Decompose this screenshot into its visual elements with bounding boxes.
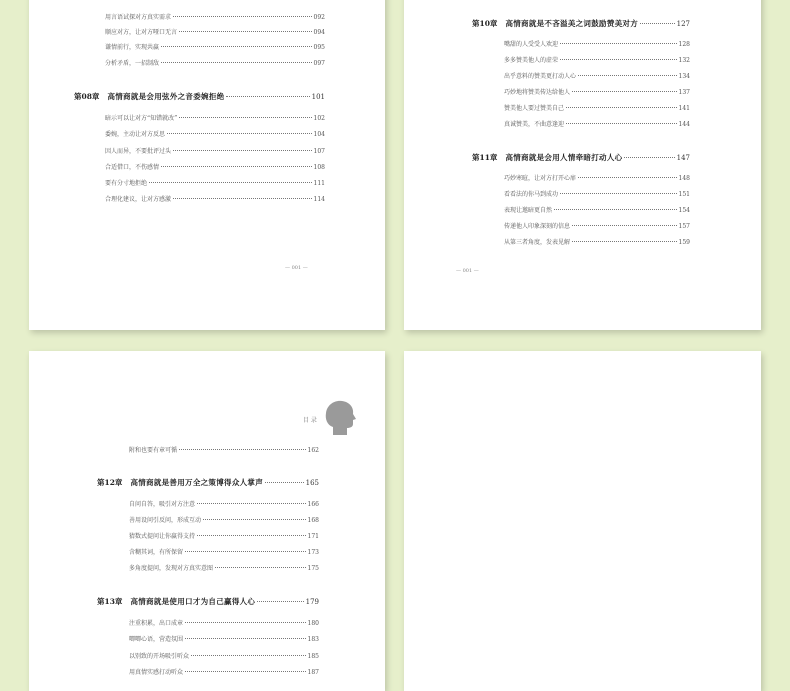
toc-entry: 看看法的你马到成功 151 — [504, 191, 690, 198]
chapter-heading: 第11章 高情商就是会用人情牵暗打动人心 147 — [472, 153, 690, 162]
toc-entry: 多角度提问，发现对方真实意图 175 — [129, 565, 319, 572]
toc-entry: 委婉，主动让对方反思 104 — [105, 131, 325, 138]
chapter-heading: 第12章 高情商就是善用万全之策博得众人掌声 165 — [97, 478, 319, 487]
toc-entry: 顺应对方，让对方哑口无言 094 — [105, 29, 325, 36]
running-header: 目 录 — [303, 417, 317, 424]
chapter-heading: 第10章 高情商就是不吝溢美之词鼓励赞美对方 127 — [472, 19, 690, 28]
toc-entry: 猜数式提问让你赢得支持 171 — [129, 533, 319, 540]
toc-entry: 巧妙地将赞美传达给他人 137 — [504, 89, 690, 96]
toc-entry: 合适借口，不伤感情 108 — [105, 164, 325, 171]
toc-entry: 唧唧心语，营造氛围 183 — [129, 636, 319, 643]
toc-page-bottom-left — [29, 351, 385, 691]
toc-entry: 赞美他人要过赞美自己 141 — [504, 105, 690, 112]
profile-head-icon — [319, 399, 359, 435]
page-folio: — 001 — — [456, 268, 479, 274]
toc-entry: 传递他人印象深刻的信息 157 — [504, 223, 690, 230]
toc-entry: 用真情实感打动听众 187 — [129, 669, 319, 676]
toc-entry: 真诚赞美，不曲意逢迎 144 — [504, 121, 690, 128]
chapter-heading: 第13章 高情商就是使用口才为自己赢得人心 179 — [97, 597, 319, 606]
toc-entry: 谦情前行，实现共赢 095 — [105, 44, 325, 51]
toc-entry: 注重积累，出口成章 180 — [129, 620, 319, 627]
toc-entry: 多多赞美他人的虚荣 132 — [504, 57, 690, 64]
toc-entry: 分析矛盾，一招制敌 097 — [105, 60, 325, 67]
blank-page — [404, 351, 761, 691]
toc-entry: 表现让邀暗更自然 154 — [504, 207, 690, 214]
toc-entry: 自问自答，吸引对方注意 166 — [129, 501, 319, 508]
toc-entry: 出乎意料的赞美更打动人心 134 — [504, 73, 690, 80]
toc-entry: 附和也要有章可循 162 — [129, 447, 319, 454]
toc-entry: 巧妙寒暄，让对方打开心扉 148 — [504, 175, 690, 182]
toc-entry: 暗示可以让对方“知错就改” 102 — [105, 115, 325, 122]
toc-entry: 含糊其词，有所保留 173 — [129, 549, 319, 556]
toc-entry: 从第三者角度，发表见解 159 — [504, 239, 690, 246]
toc-entry: 合理化建议，让对方感激 114 — [105, 196, 325, 203]
toc-entry: 以别致的开场吸引听众 185 — [129, 653, 319, 660]
toc-page-top-right — [404, 0, 761, 330]
toc-entry: 要有分寸地拒绝 111 — [105, 180, 325, 187]
toc-entry: 因人而异，不要批评过头 107 — [105, 148, 325, 155]
toc-entry: 嘴甜的人受受人欢迎 128 — [504, 41, 690, 48]
chapter-heading: 第08章 高情商就是会用弦外之音委婉拒绝 101 — [74, 92, 325, 101]
page-folio: — 001 — — [285, 265, 308, 271]
toc-page-top-left — [29, 0, 385, 330]
toc-entry: 用言语试探对方真实需求 092 — [105, 14, 325, 21]
toc-entry: 善用设问引反问，形成互动 168 — [129, 517, 319, 524]
